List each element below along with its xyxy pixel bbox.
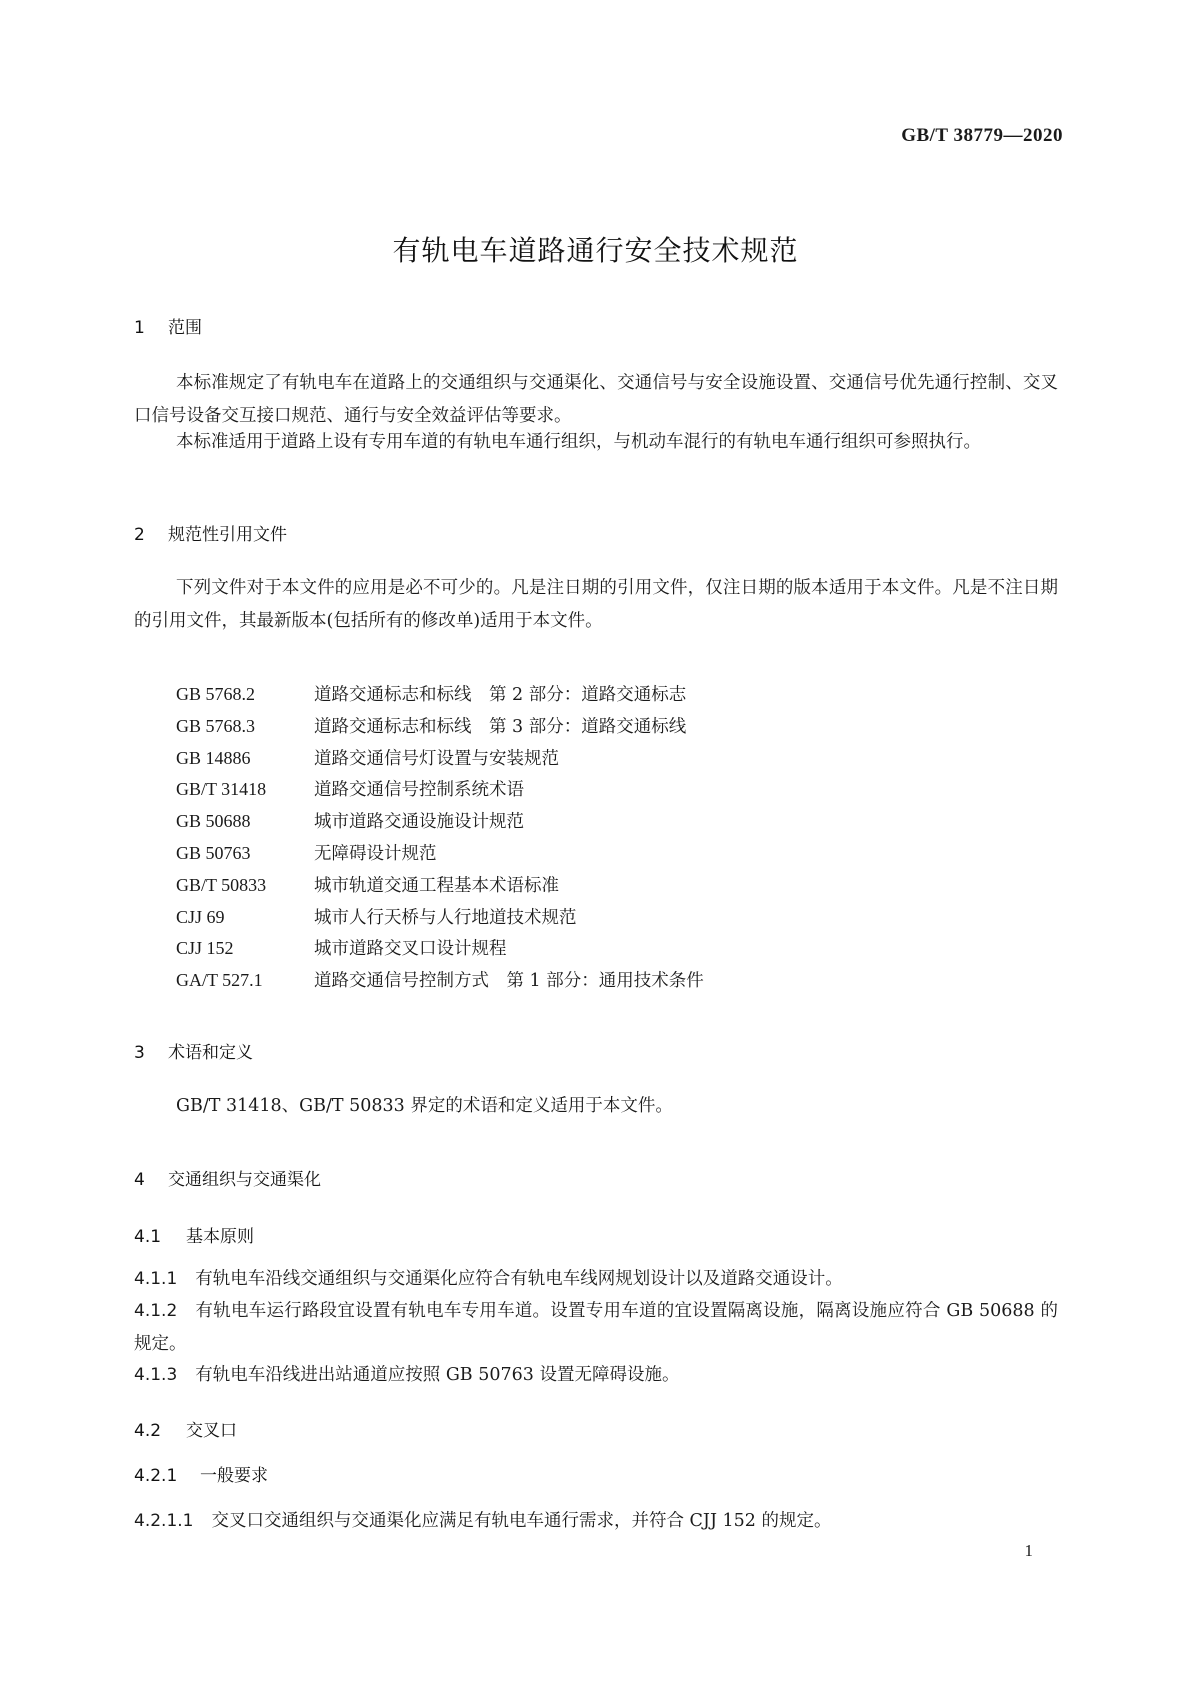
terms-paragraph: GB/T 31418、GB/T 50833 界定的术语和定义适用于本文件。 bbox=[176, 1096, 673, 1116]
section-4-heading bbox=[134, 1165, 321, 1190]
reference-code: CJJ 152 bbox=[176, 938, 234, 959]
reference-code: CJJ 69 bbox=[176, 906, 225, 927]
reference-code: GB/T 31418 bbox=[176, 779, 267, 800]
clause-4-2-1-1 bbox=[134, 1505, 1058, 1538]
section-number: 1 bbox=[134, 318, 145, 338]
reference-code: GB/T 50833 bbox=[176, 874, 267, 895]
clause-text: 有轨电车运行路段宜设置有轨电车专用车道。设置专用车道的宜设置隔离设施，隔离设施应符合 GB 50688 的规定。 bbox=[134, 1301, 1058, 1354]
reference-item bbox=[176, 745, 704, 777]
section-title: 交叉口 bbox=[186, 1421, 237, 1441]
reference-code: GB 5768.2 bbox=[176, 684, 256, 704]
section-4-2-heading bbox=[134, 1416, 237, 1441]
clause-number: 4.2.1.1 bbox=[134, 1511, 194, 1531]
reference-title: 城市道路交通设施设计规范 bbox=[314, 812, 524, 833]
document-title: 有轨电车道路通行安全技术规范 bbox=[392, 234, 799, 267]
section-title: 一般要求 bbox=[200, 1466, 268, 1486]
clause-number: 4.1.2 bbox=[134, 1301, 178, 1321]
reference-title: 城市道路交叉口设计规程 bbox=[314, 939, 507, 960]
section-title: 范围 bbox=[168, 318, 202, 338]
reference-title: 无障碍设计规范 bbox=[314, 843, 437, 864]
scope-paragraph-2: 本标准适用于道路上设有专用车道的有轨电车通行组织，与机动车混行的有轨电车通行组织可参照执行。 bbox=[176, 432, 981, 452]
clause-number: 4.1.3 bbox=[134, 1365, 178, 1385]
reference-title: 道路交通信号灯设置与安装规范 bbox=[314, 748, 559, 769]
reference-title: 城市轨道交通工程基本术语标准 bbox=[314, 875, 559, 896]
section-number: 2 bbox=[134, 525, 145, 545]
section-4-1-heading bbox=[134, 1222, 254, 1247]
standard-code: GB/T 38779—2020 bbox=[901, 125, 1063, 146]
section-title: 交通组织与交通渠化 bbox=[168, 1170, 321, 1190]
section-number: 4.2.1 bbox=[134, 1466, 178, 1486]
clause-text: 有轨电车沿线交通组织与交通渠化应符合有轨电车线网规划设计以及道路交通设计。 bbox=[195, 1269, 843, 1289]
reference-code: GA/T 527.1 bbox=[176, 970, 263, 991]
clause-4-1-3 bbox=[134, 1359, 1058, 1392]
page-number: 1 bbox=[1024, 1541, 1033, 1560]
clause-text: 交叉口交通组织与交通渠化应满足有轨电车通行需求，并符合 CJJ 152 的规定。 bbox=[211, 1511, 832, 1531]
reference-item bbox=[176, 840, 704, 872]
reference-item bbox=[176, 808, 704, 840]
section-title: 基本原则 bbox=[186, 1227, 254, 1247]
section-2-heading bbox=[134, 520, 287, 545]
section-title: 规范性引用文件 bbox=[168, 525, 287, 545]
reference-title: 道路交通标志和标线 第 2 部分：道路交通标志 bbox=[314, 685, 687, 705]
scope-paragraph-1: 本标准规定了有轨电车在道路上的交通组织与交通渠化、交通信号与安全设施设置、交通信号优先通行控制、交叉口信号设备交互接口规范、通行与安全效益评估等要求。 bbox=[134, 373, 1058, 426]
reference-item bbox=[176, 935, 704, 967]
reference-item bbox=[176, 967, 704, 999]
reference-code: GB 14886 bbox=[176, 747, 251, 768]
reference-item bbox=[176, 872, 704, 904]
reference-item bbox=[176, 776, 704, 808]
reference-item bbox=[176, 681, 704, 713]
reference-item bbox=[176, 904, 704, 936]
reference-title: 道路交通信号控制系统术语 bbox=[314, 780, 524, 801]
clause-number: 4.1.1 bbox=[134, 1269, 178, 1289]
section-4-2-1-heading bbox=[134, 1461, 268, 1486]
reference-title: 道路交通信号控制方式 第 1 部分：通用技术条件 bbox=[314, 971, 704, 992]
reference-item bbox=[176, 713, 704, 745]
clause-4-1-1 bbox=[134, 1263, 1058, 1296]
reference-title: 道路交通标志和标线 第 3 部分：道路交通标线 bbox=[314, 716, 687, 737]
normative-refs-intro: 下列文件对于本文件的应用是必不可少的。凡是注日期的引用文件，仅注日期的版本适用于本文件。凡是不注日期的引用文件，其最新版本(包括所有的修改单)适用于本文件。 bbox=[134, 578, 1058, 631]
reference-code: GB 5768.3 bbox=[176, 715, 256, 736]
section-number: 4 bbox=[134, 1170, 145, 1190]
section-number: 4.2 bbox=[134, 1421, 162, 1441]
section-1-heading bbox=[134, 313, 202, 338]
reference-code: GB 50763 bbox=[176, 842, 251, 863]
section-number: 4.1 bbox=[134, 1227, 162, 1247]
section-number: 3 bbox=[134, 1043, 145, 1063]
section-3-heading bbox=[134, 1038, 253, 1063]
reference-title: 城市人行天桥与人行地道技术规范 bbox=[314, 907, 577, 928]
reference-list bbox=[176, 681, 704, 999]
section-title: 术语和定义 bbox=[168, 1043, 253, 1063]
reference-code: GB 50688 bbox=[176, 811, 251, 832]
clause-4-1-2 bbox=[134, 1295, 1058, 1361]
clause-text: 有轨电车沿线进出站通道应按照 GB 50763 设置无障碍设施。 bbox=[195, 1365, 680, 1385]
